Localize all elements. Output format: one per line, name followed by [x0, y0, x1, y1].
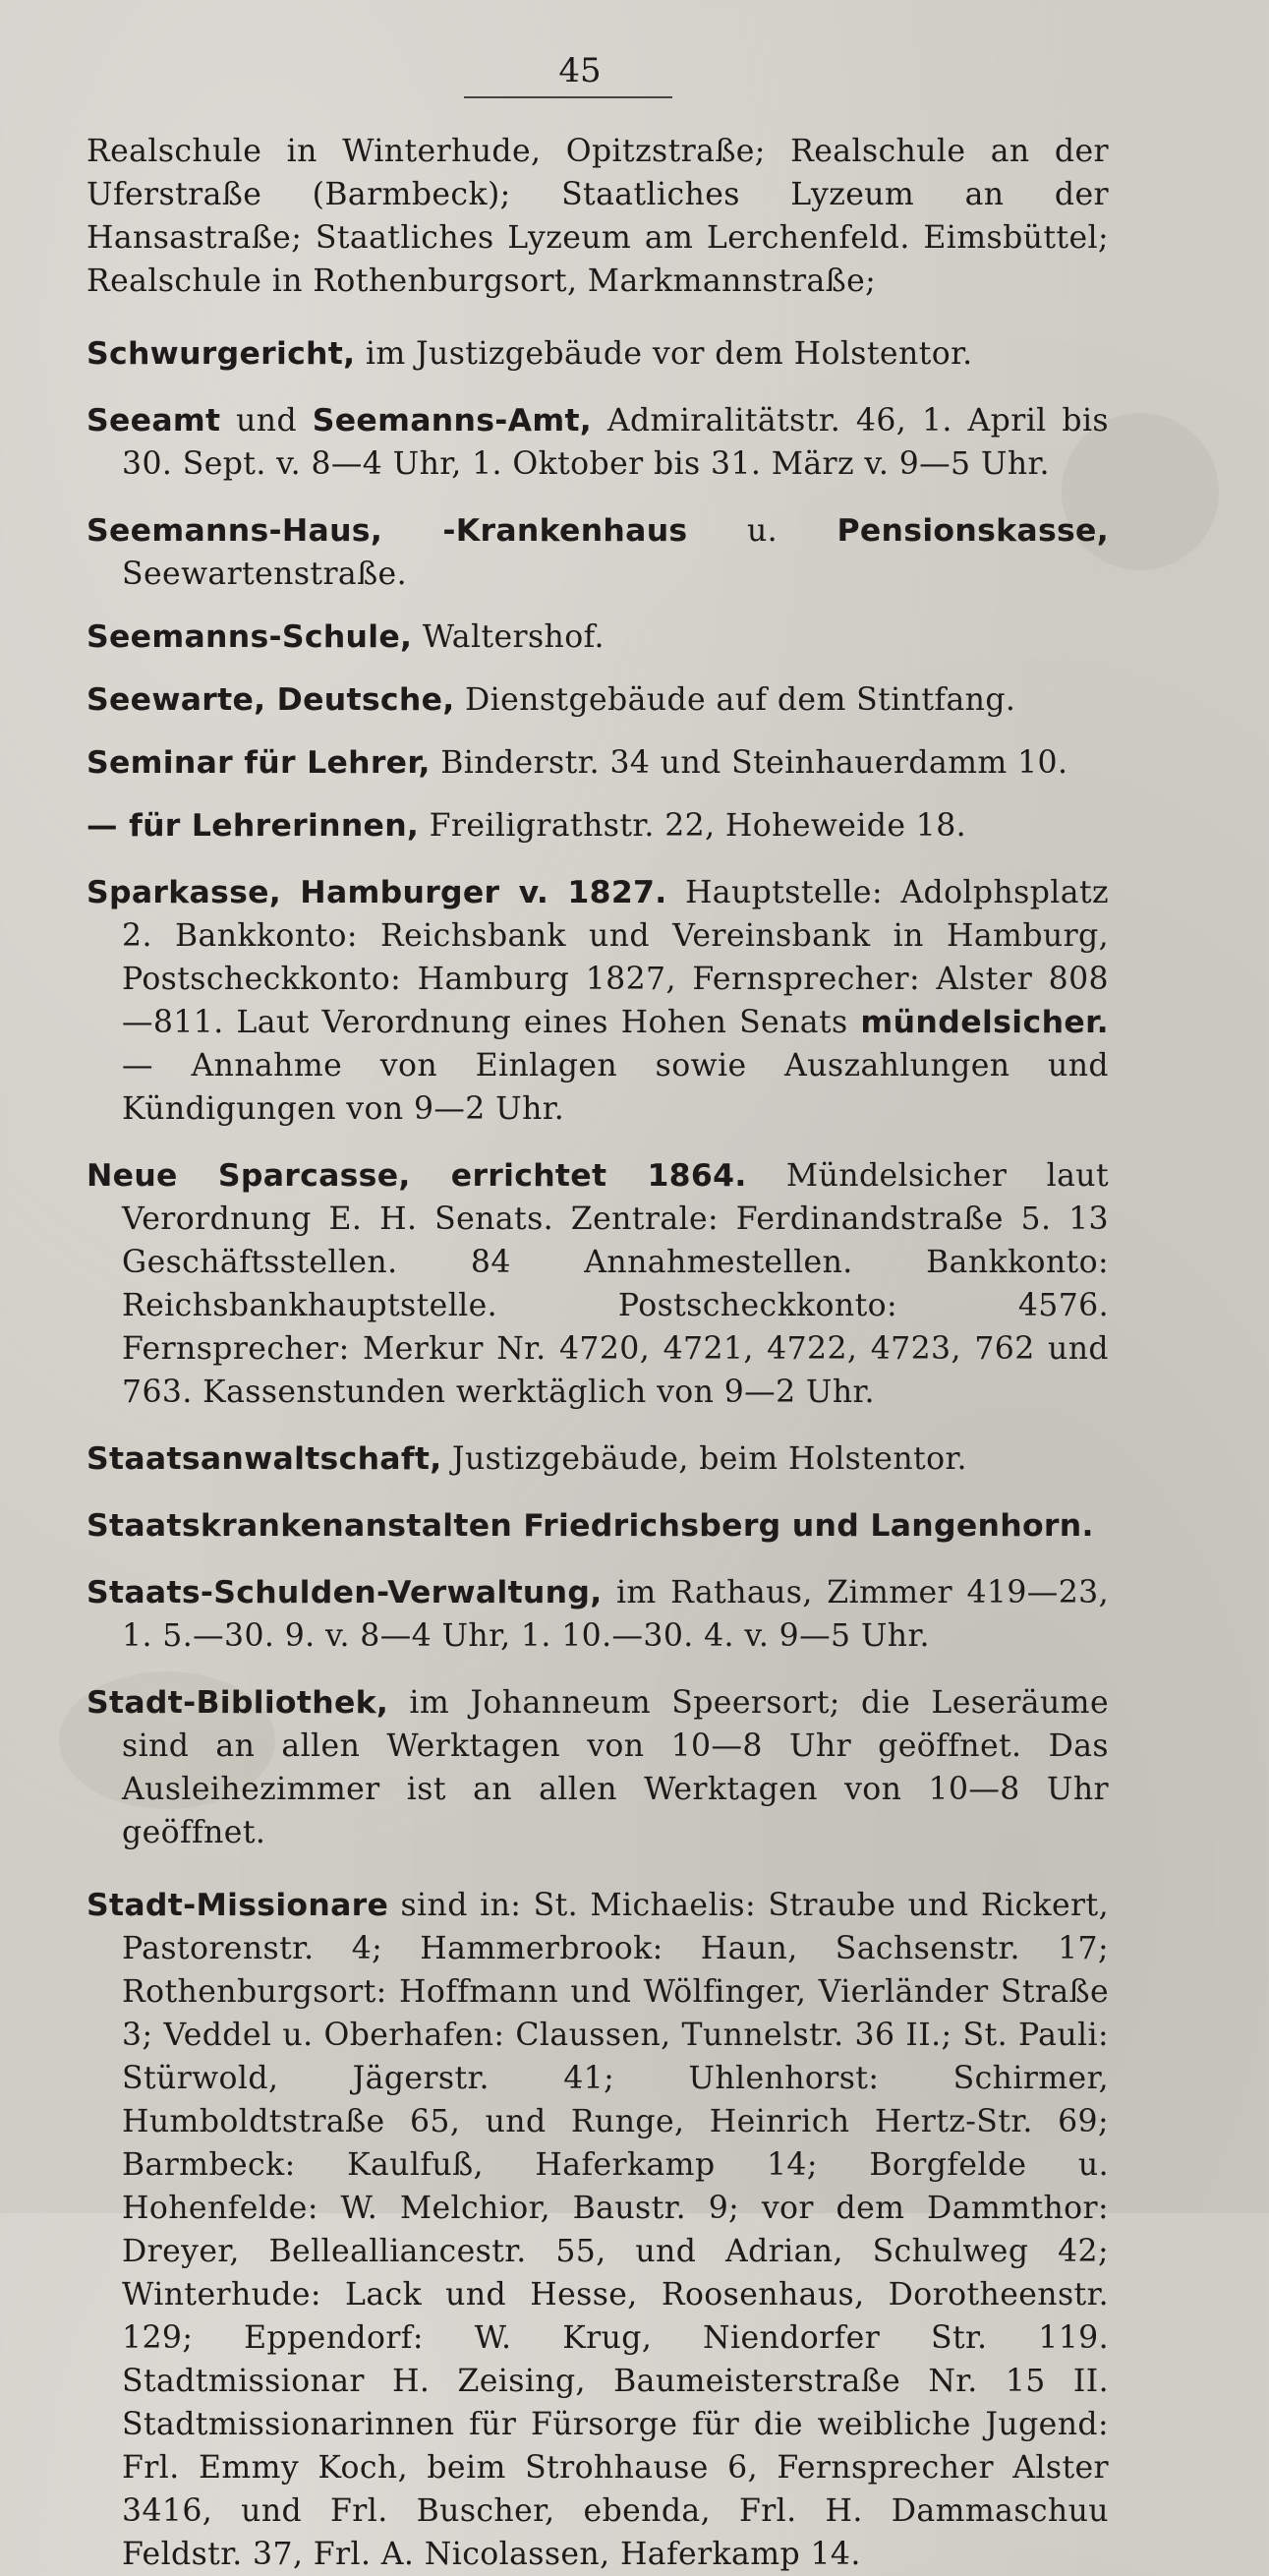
entry-text: Seewartenstraße. [122, 556, 408, 592]
entry-neue-sparcasse [87, 1154, 1109, 1414]
entry-heading: Seemanns-Schule, [87, 619, 413, 655]
entry-seemanns-haus [87, 509, 1109, 596]
entry-heading-2: Seemanns-Amt, [312, 403, 593, 439]
entry-text-2: — Annahme von Einlagen sowie Auszahlungen und Kündigungen von 9—2 Uhr. [122, 1048, 1109, 1127]
entry-text: im Justizgebäude vor dem Holstentor. [365, 336, 973, 372]
entry-text: Hauptstelle: Adolphsplatz 2. Bankkonto: Reichsbank und Vereinsbank in Hamburg, Postscheckkonto: Hamburg 1827, Fernsprecher: Alster 808—811. Laut Verordnung eines Hohen Senats [122, 875, 1109, 1040]
entry-text: Dienstgebäude auf dem Stintfang. [464, 682, 1016, 718]
entry-connector: und [236, 403, 298, 439]
entry-text: Admiralitätstr. 46, 1. April bis 30. Sept. v. 8—4 Uhr, 1. Oktober bis 31. März v. 9—5 Uhr. [122, 403, 1109, 482]
entry-emphasis: mündelsicher. [860, 1005, 1109, 1040]
entry-heading: Staatskrankenanstalten Friedrichsberg und Langenhorn. [87, 1508, 1094, 1544]
entry-heading: Staatsanwaltschaft, [87, 1441, 442, 1477]
entry-connector: u. [746, 513, 779, 549]
entry-heading: — für Lehrerinnen, [87, 808, 420, 844]
entry-heading: Neue Sparcasse, errichtet 1864. [87, 1158, 747, 1194]
entry-text: Justizgebäude, beim Holstentor. [451, 1441, 967, 1477]
entry-text: Freiligrathstr. 22, Hoheweide 18. [429, 808, 967, 844]
entry-text: Mündelsicher laut Verordnung E. H. Senats. Zentrale: Ferdinandstraße 5. 13 Geschäftsstellen. 84 Annahmestellen. Bankkonto: Reichsbankhauptstelle. Postscheckkonto: 4576. Fernsprecher: Merkur Nr. 4720, 4721, 4722, 4723, 762 und 763. Kassenstunden werktäglich von 9—2 Uhr. [122, 1158, 1109, 1410]
entry-heading: Stadt-Bibliothek, [87, 1685, 389, 1721]
entry-seminar-lehrer [87, 741, 1109, 785]
entry-seeamt [87, 399, 1109, 486]
entry-heading: Stadt-Missionare [87, 1888, 389, 1923]
page-number: 45 [558, 51, 602, 90]
entry-heading: Seeamt [87, 403, 221, 439]
entry-staats-schulden [87, 1571, 1109, 1658]
entry-seminar-lehrerinnen [87, 804, 1109, 848]
entry-text: im Rathaus, Zimmer 419—23, 1. 5.—30. 9. v. 8—4 Uhr, 1. 10.—30. 4. v. 9—5 Uhr. [122, 1575, 1109, 1654]
directory-text [87, 130, 1109, 2576]
entry-schools [87, 130, 1109, 303]
entry-seewarte [87, 678, 1109, 722]
entry-heading-2: Pensionskasse, [836, 513, 1109, 549]
entry-heading: Seewarte, Deutsche, [87, 682, 455, 718]
entry-heading: Seemanns-Haus, -Krankenhaus [87, 513, 688, 549]
entry-heading: Staats-Schulden-Verwaltung, [87, 1575, 603, 1610]
entry-seemanns-schule [87, 615, 1109, 659]
entry-sparkasse-1827 [87, 871, 1109, 1131]
entry-staatskrankenanstalten [87, 1504, 1109, 1548]
entry-text: Realschule in Winterhude, Opitzstraße; Realschule an der Uferstraße (Barmbeck); Staatliches Lyzeum an der Hansastraße; Staatliches Lyzeum am Lerchenfeld. Eimsbüttel; Realschule in Rothenburgsort, Markmannstraße; [87, 134, 1109, 299]
entry-schwurgericht [87, 332, 1109, 376]
entry-stadt-bibliothek [87, 1681, 1109, 1854]
entry-heading: Sparkasse, Hamburger v. 1827. [87, 875, 667, 910]
entry-text: sind in: St. Michaelis: Straube und Rickert, Pastorenstr. 4; Hammerbrook: Haun, Sachsenstr. 17; Rothenburgsort: Hoffmann und Wölfinger, Vierländer Straße 3; Veddel u. Oberhafen: Claussen, Tunnelstr. 36 II.; St. Pauli: Stürwold, Jägerstr. 41; Uhlenhorst: Schirmer, Humboldtstraße 65, und Runge, Heinrich Hertz-Str. 69; Barmbeck: Kaulfuß, Haferkamp 14; Borgfelde u. Hohenfelde: W. Melchior, Baustr. 9; vor dem Dammthor: Dreyer, Bellealliancestr. 55, und Adrian, Schulweg 42; Winterhude: Lack und Hesse, Roosenhaus, Dorotheenstr. 129; Eppendorf: W. Krug, Niendorfer Str. 119. Stadtmissionar H. Zeising, Baumeisterstraße Nr. 15 II. Stadtmissionarinnen für Fürsorge für die weibliche Jugend: Frl. Emmy Koch, beim Strohhause 6, Fernsprecher Alster 3416, und Frl. Buscher, ebenda, Frl. H. Dammaschuu Feldstr. 37, Frl. A. Nicolassen, Haferkamp 14. [122, 1888, 1109, 2572]
entry-heading: Schwurgericht, [87, 336, 356, 372]
entry-text: Binderstr. 34 und Steinhauerdamm 10. [440, 745, 1068, 781]
entry-text: Waltershof. [422, 619, 605, 655]
entry-staatsanwaltschaft [87, 1437, 1109, 1481]
entry-text: im Johanneum Speersort; die Leseräume sind an allen Werktagen von 10—8 Uhr geöffnet. Das Ausleihezimmer ist an allen Werktagen von 10—8 Uhr geöffnet. [122, 1685, 1109, 1850]
header-rule [464, 96, 672, 98]
entry-stadt-missionare [87, 1884, 1109, 2576]
entry-heading: Seminar für Lehrer, [87, 745, 431, 781]
